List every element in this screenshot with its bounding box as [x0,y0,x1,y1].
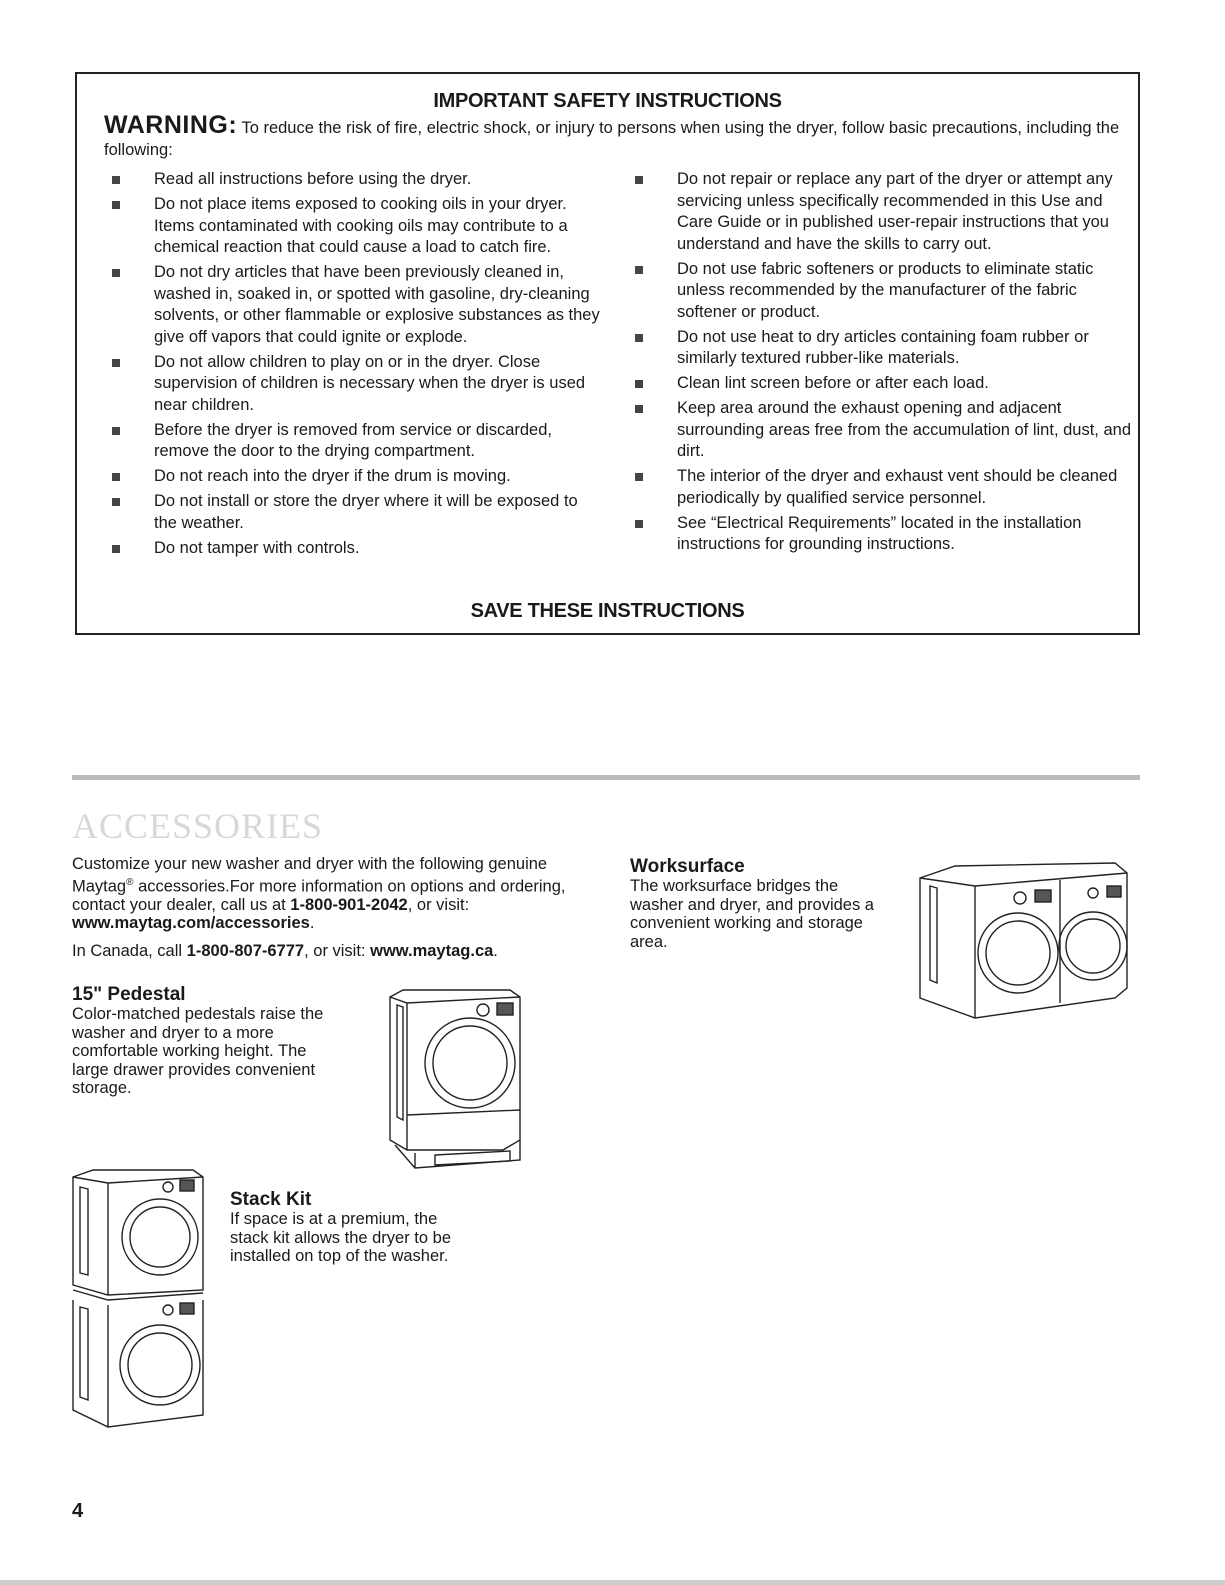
safety-instructions-box [75,72,1140,635]
warning-paragraph [104,111,1134,161]
warning-label: WARNING: [104,111,238,139]
intro-paragraph-us: Customize your new washer and dryer with the following genuine Maytag® accessories.For more information on options and ordering, contact your dealer, call us at 1-800-901-2042, or visit: www.maytag.com/accessories. [72,855,566,932]
bottom-border [0,1580,1225,1585]
pedestal-section [72,985,332,1098]
square-bullet-icon [635,520,643,528]
safety-item: Do not dry articles that have been previously cleaned in, washed in, soaked in, or spotted with gasoline, dry-cleaning solvents, or other flammable or explosive substances as they give off vapors that could ignite or explode. [104,262,604,348]
square-bullet-icon [112,498,120,506]
accessories-intro [72,855,592,969]
safety-list-right [627,169,1132,559]
safety-title: IMPORTANT SAFETY INSTRUCTIONS [433,90,782,112]
dryer-on-pedestal-illustration [385,985,525,1170]
accessories-heading: ACCESSORIES [72,806,324,846]
safety-item: Do not install or store the dryer where it will be exposed to the weather. [104,491,604,534]
worksurface-illustration [915,858,1130,1023]
safety-item: Do not allow children to play on or in the dryer. Close supervision of children is necessary when the dryer is used near children. [104,352,604,417]
safety-item: Do not tamper with controls. [104,538,604,560]
square-bullet-icon [635,473,643,481]
square-bullet-icon [635,266,643,274]
safety-item: See “Electrical Requirements” located in the installation instructions for grounding instructions. [627,513,1132,556]
square-bullet-icon [112,545,120,553]
page-number: 4 [72,1500,84,1522]
square-bullet-icon [112,427,120,435]
square-bullet-icon [635,380,643,388]
stack-kit-section [230,1190,470,1266]
safety-item: Do not place items exposed to cooking oils in your dryer. Items contaminated with cooking oils may contribute to a chemical reaction that could cause a load to catch fire. [104,194,604,259]
safety-item: Do not use heat to dry articles containing foam rubber or similarly textured rubber-like materials. [627,327,1132,370]
safety-item: Keep area around the exhaust opening and adjacent surrounding areas free from the accumulation of lint, dust, and dirt. [627,398,1132,463]
safety-list-left [104,169,604,563]
safety-item: Do not use fabric softeners or products to eliminate static unless recommended by the manufacturer of the fabric softener or product. [627,259,1132,324]
square-bullet-icon [635,176,643,184]
safety-item: Clean lint screen before or after each load. [627,373,1132,395]
square-bullet-icon [112,176,120,184]
intro-paragraph-canada: In Canada, call 1-800-807-6777, or visit: www.maytag.ca. [72,941,498,960]
phone-canada: 1-800-807-6777 [186,941,305,960]
stack-kit-title: Stack Kit [230,1189,312,1210]
section-divider [72,775,1140,780]
worksurface-section [630,857,885,951]
worksurface-description: The worksurface bridges the washer and dryer, and provides a convenient working and storage area. [630,877,874,951]
url-canada: www.maytag.ca [370,941,494,960]
square-bullet-icon [112,269,120,277]
square-bullet-icon [112,359,120,367]
worksurface-title: Worksurface [630,856,745,877]
square-bullet-icon [112,201,120,209]
square-bullet-icon [635,405,643,413]
safety-item: Before the dryer is removed from service or discarded, remove the door to the drying compartment. [104,420,604,463]
phone-us: 1-800-901-2042 [290,895,408,914]
url-us: www.maytag.com/accessories [72,914,310,932]
square-bullet-icon [635,334,643,342]
pedestal-title: 15" Pedestal [72,984,186,1005]
stack-kit-description: If space is at a premium, the stack kit allows the dryer to be installed on top of the washer. [230,1210,452,1265]
warning-text: To reduce the risk of fire, electric shock, or injury to persons when using the dryer, follow basic precautions, including the following: [104,119,1120,159]
save-instructions-title: SAVE THESE INSTRUCTIONS [470,600,745,622]
pedestal-description: Color-matched pedestals raise the washer and dryer to a more comfortable working height. The large drawer provides convenient storage. [72,1005,324,1097]
safety-item: Do not repair or replace any part of the dryer or attempt any servicing unless specifically recommended in this Use and Care Guide or in published user-repair instructions that you understand and have the skills to carry out. [627,169,1132,255]
safety-item: The interior of the dryer and exhaust vent should be cleaned periodically by qualified service personnel. [627,466,1132,509]
square-bullet-icon [112,473,120,481]
stacked-washer-dryer-illustration [68,1165,208,1435]
safety-item: Do not reach into the dryer if the drum is moving. [104,466,604,488]
safety-item: Read all instructions before using the dryer. [104,169,604,191]
